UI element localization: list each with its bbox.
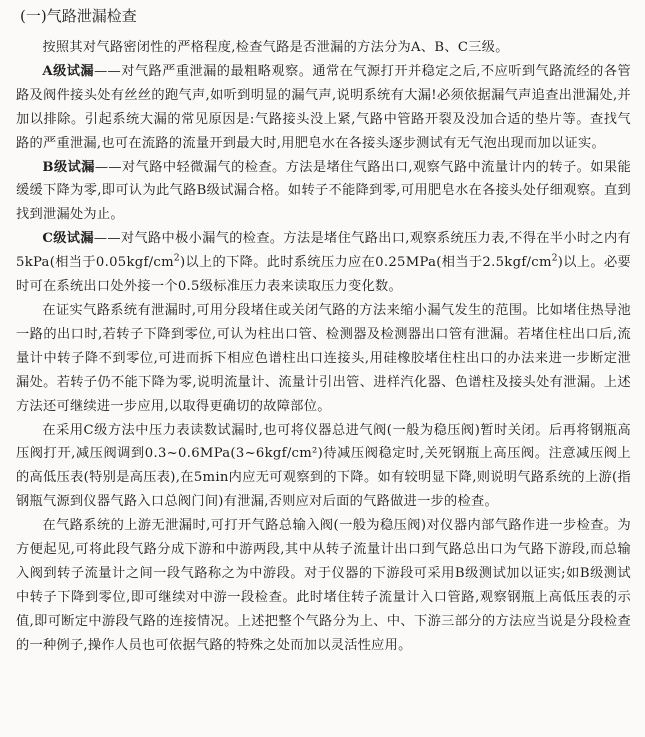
section-heading: (一)气路泄漏检查 [20, 7, 137, 25]
c-level-text-2: )以上的下降。此时系统压力应在0.25MPa(相当于2.5kgf/cm [179, 255, 552, 271]
c-level-superscript-2: 2 [551, 253, 558, 264]
segment-check-paragraph: 在证实气路系统有泄漏时,可用分段堵住或关闭气路的方法来缩小漏气发生的范围。比如堵住热导池一路的出口时,若转子下降到零位,可认为柱出口管、检测器及检测器出口管有泄漏。若堵住柱出口后,流量计中转子降不到零位,可进而拆下相应色谱柱出口连接头,用硅橡胶堵住柱出口的办法来进一步断定泄漏处。若转子仍不能下降为零,说明流量计、流量计引出管、进样汽化器、色谱柱及接头处有泄漏。上述方法还可继续进一步应用,以取得更确切的故障部位。 [16, 302, 631, 414]
c-level-paragraph [16, 227, 631, 299]
c-level-text-3: )以上。必要时可在系统出口处外接一个0.5级标准压力表来读取压力变化数。 [16, 255, 631, 295]
b-level-text: ——对气路中轻微漏气的检查。方法是堵住气路出口,观察气路中流量计内的转子。如果能缓缓下降为零,即可认为此气路B级试漏合格。如转子不能降到零,可用肥皂水在各接头处仔细观察。直到找到泄漏处为止。 [16, 159, 631, 223]
b-level-term: B级试漏 [42, 159, 95, 175]
a-level-text: ——对气路严重泄漏的最粗略观察。通常在气源打开并稳定之后,不应听到气路流经的各管路及阀件接头处有丝丝的跑气声,如听到明显的漏气声,说明系统有大漏!必须依据漏气声追查出泄漏处,并加以排除。引起系统大漏的常见原因是:气路接头没上紧,气路中管路开裂及没加合适的垫片等。查找气路的严重泄漏,也可在流路的流量开到最大时,用肥皂水在各接头逐步测试有无气泡出现而加以证实。 [16, 63, 631, 151]
c-level-text-1: ——对气路中极小漏气的检查。方法是堵住气路出口,观察系统压力表,不得在半小时之内有5kPa(相当于0.05kgf/cm [16, 231, 631, 271]
upstream-paragraph: 在气路系统的上游无泄漏时,可打开气路总输入阀(一般为稳压阀)对仪器内部气路作进一步检查。为方便起见,可将此段气路分成下游和中游两段,其中从转子流量计出口到气路总出口为气路下游段,而总输入阀到转子流量计之间一段气路称之为中游段。对于仪器的下游段可采用B级测试加以证实;如B级测试中转子下降到零位,即可继续对中游一段检查。此时堵住转子流量计入口管路,观察钢瓶上高低压表的示值,即可断定中游段气路的连接情况。上述把整个气路分为上、中、下游三部分的方法应当说是分段检查的一种例子,操作人员也可依据气路的特殊之处而加以灵活性应用。 [16, 518, 631, 653]
b-level-paragraph [16, 156, 631, 228]
a-level-term: A级试漏 [42, 63, 95, 79]
a-level-paragraph [16, 60, 631, 156]
c-level-superscript-1: 2 [173, 253, 180, 264]
intro-paragraph: 按照其对气路密闭性的严格程度,检查气路是否泄漏的方法分为A、B、C三级。 [42, 40, 509, 55]
c-method-paragraph: 在采用C级方法中压力表读数试漏时,也可将仪器总进气阀(一般为稳压阀)暂时关闭。后再将钢瓶高压阀打开,减压阀调到0.3~0.6MPa(3~6kgf/cm²)待减压阀稳定时,关死钢瓶上高压阀。注意减压阀上的高低压表(特别是高压表),在5min内应无可观察到的下降。如有较明显下降,则说明气路系统的上游(指钢瓶气源到仪器气路入口总阀门间)有泄漏,否则应对后面的气路做进一步的检查。 [16, 422, 631, 510]
c-level-term: C级试漏 [42, 231, 94, 247]
